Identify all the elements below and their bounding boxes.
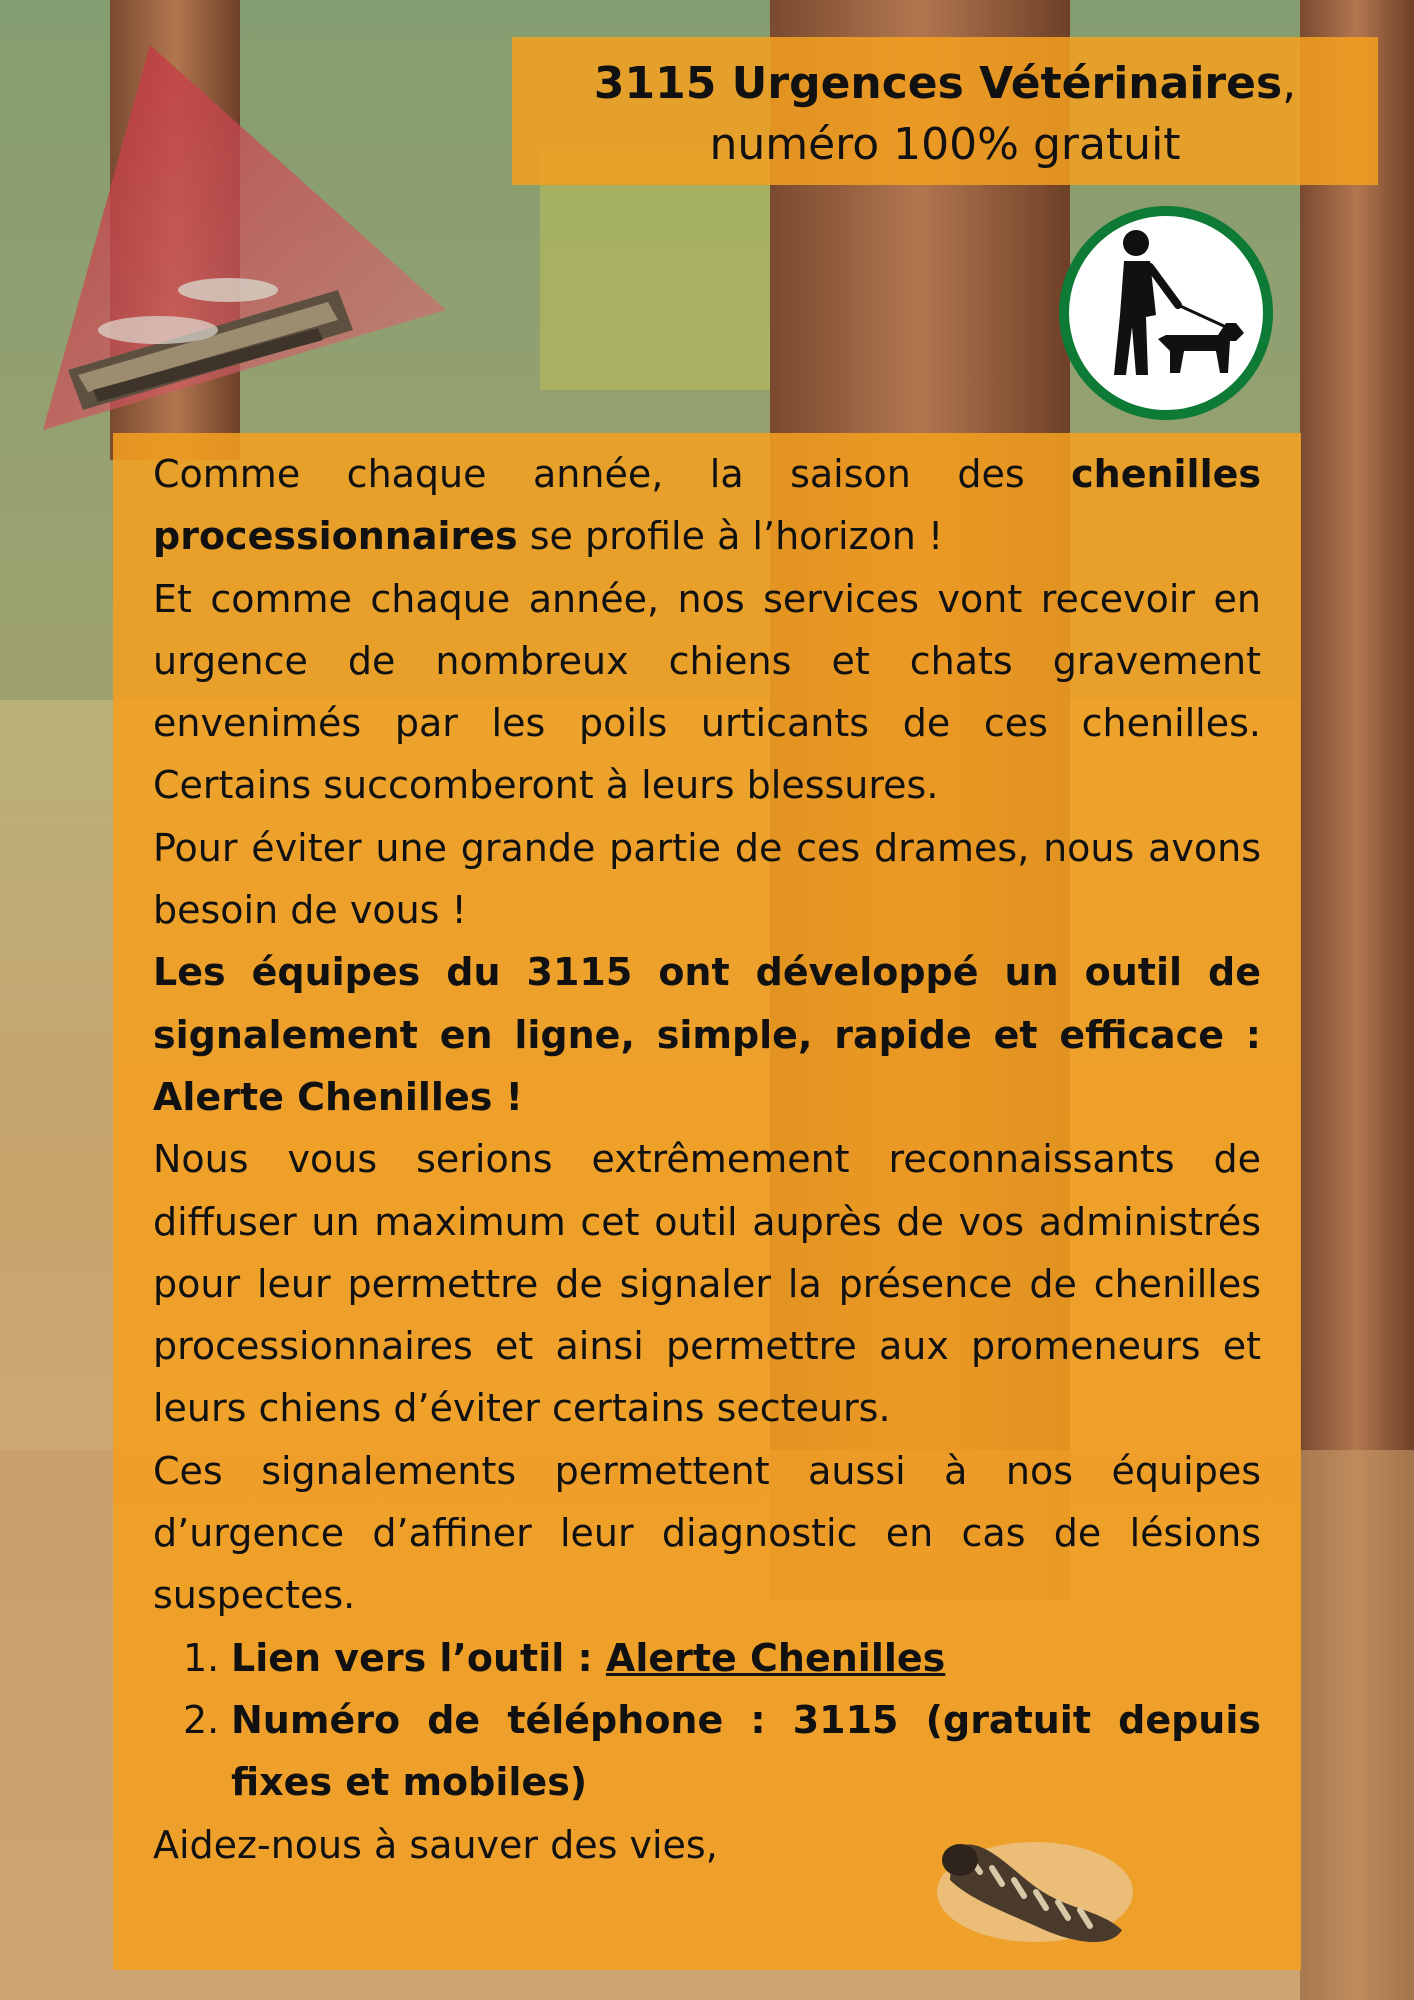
warning-triangle-icon bbox=[38, 40, 458, 440]
paragraph-intro bbox=[153, 443, 1261, 568]
paragraph-diffusion: Nous vous serions extrêmement reconnaissants de diffuser un maximum cet outil auprès de vos administrés pour leur permettre de signaler la présence de chenilles processionnaires et ainsi permettre aux promeneurs et leurs chiens d’éviter certains secteurs. bbox=[153, 1137, 1261, 1431]
content-panel bbox=[113, 433, 1301, 1970]
paragraph-besoin: Pour éviter une grande partie de ces drames, nous avons besoin de vous ! bbox=[153, 825, 1261, 933]
header-title bbox=[512, 49, 1378, 119]
paragraph-signalements: Ces signalements permettent aussi à nos équipes d’urgence d’affiner leur diagnostic en cas de lésions suspectes. bbox=[153, 1448, 1261, 1618]
dog-walker-icon bbox=[1058, 205, 1274, 421]
header-title-bold: 3115 Urgences Vétérinaires bbox=[593, 58, 1283, 109]
header-title-comma: , bbox=[1282, 58, 1297, 109]
alerte-chenilles-link[interactable]: Alerte Chenilles bbox=[605, 1635, 946, 1680]
intro-bold: chenilles processionnaires bbox=[153, 452, 1261, 559]
body-text bbox=[153, 443, 1261, 1876]
list-label: Lien vers l’outil : bbox=[231, 1635, 606, 1680]
paragraph-outil bbox=[153, 941, 1261, 1128]
info-list bbox=[153, 1627, 1261, 1814]
paragraph-urgence: Et comme chaque année, nos services vont recevoir en urgence de nombreux chiens et chats gravement envenimés par les poils urticants de ces chenilles. Certains succomberont à leurs blessures. bbox=[153, 576, 1261, 808]
header-subtitle: numéro 100% gratuit bbox=[709, 119, 1181, 171]
list-number: 1. bbox=[183, 1635, 220, 1680]
closing-line: Aidez-nous à sauver des vies, bbox=[153, 1822, 718, 1867]
list-item-link bbox=[153, 1627, 1261, 1689]
outil-bold: Les équipes du 3115 ont développé un outil de signalement en ligne, simple, rapide et efficace : Alerte Chenilles ! bbox=[153, 950, 1261, 1119]
caterpillar-icon bbox=[930, 1810, 1140, 1960]
list-number: 2. bbox=[183, 1697, 220, 1742]
header-banner bbox=[512, 37, 1378, 185]
list-item-phone bbox=[153, 1689, 1261, 1814]
list-label: Numéro de téléphone : 3115 (gratuit depuis fixes et mobiles) bbox=[231, 1697, 1261, 1805]
intro-start: Comme chaque année, la saison des bbox=[153, 452, 1072, 496]
intro-end: se profile à l’horizon ! bbox=[517, 514, 944, 559]
